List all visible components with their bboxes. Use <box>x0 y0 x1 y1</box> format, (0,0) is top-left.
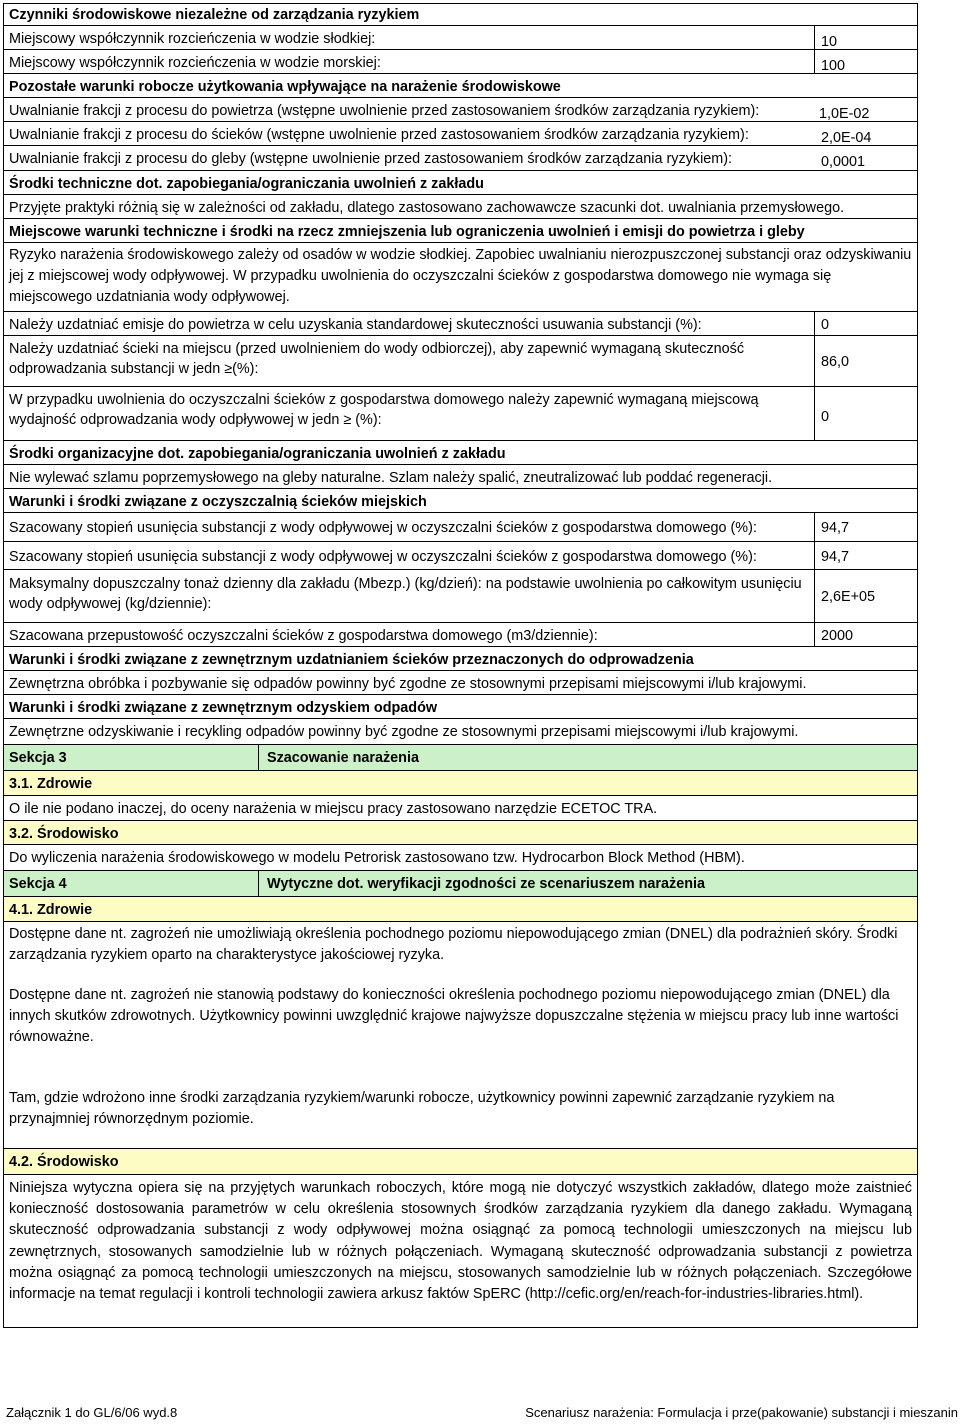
row-label: Uwalnianie frakcji z procesu do gleby (wstępne uwolnienie przed zastosowaniem środków zarządzania ryzykiem): <box>9 151 733 167</box>
row-value: 2000 <box>821 628 854 644</box>
table-row <box>4 845 917 871</box>
row-value-cell <box>814 387 917 440</box>
row-value-cell <box>814 542 917 569</box>
row-label: Szacowany stopień usunięcia substancji z wody odpływowej w oczyszczalni ścieków z gospodarstwa domowego (%): <box>9 549 757 565</box>
row-value: 2,6E+05 <box>821 589 876 605</box>
row-text: Nie wylewać szlamu poprzemysłowego na gleby naturalne. Szlam należy spalić, zneutralizować lub poddać regeneracji. <box>9 470 773 486</box>
table-row <box>4 26 917 50</box>
heading-text: Warunki i środki związane z oczyszczalnią ścieków miejskich <box>9 494 427 510</box>
paragraph: Dostępne dane nt. zagrożeń nie umożliwiają określenia pochodnego poziomu niepowodującego zmian (DNEL) dla podrażnień skóry. Środki zarządzania ryzykiem oparto na charakterystyce jakościowej ryzyka. <box>9 926 898 963</box>
table-row <box>4 542 917 570</box>
section-title: Szacowanie narażenia <box>267 750 419 766</box>
subsection-heading <box>4 897 917 922</box>
row-value-cell <box>814 570 917 622</box>
table-row <box>4 336 917 387</box>
heading-text: 3.1. Zdrowie <box>9 776 93 792</box>
section-heading <box>4 441 917 465</box>
heading-text: Środki techniczne dot. zapobiegania/ograniczania uwolnień z zakładu <box>9 176 484 192</box>
table-row <box>4 195 917 219</box>
table-row <box>4 146 917 171</box>
table-row <box>4 50 917 74</box>
section-heading <box>4 4 917 26</box>
section-heading <box>4 489 917 513</box>
table-row <box>4 243 917 312</box>
row-value-cell <box>814 26 917 49</box>
row-value: 86,0 <box>821 354 850 370</box>
row-text: Przyjęte praktyki różnią się w zależności od zakładu, dlatego zastosowano zachowawcze szacunki dot. uwalniania przemysłowego. <box>9 200 845 216</box>
row-value: 2,0E-04 <box>821 130 872 146</box>
row-value: 1,0E-02 <box>819 106 870 122</box>
section-title: Wytyczne dot. weryfikacji zgodności ze scenariuszem narażenia <box>267 876 706 892</box>
table-row <box>4 513 917 542</box>
section-heading <box>4 219 917 243</box>
document-table <box>3 3 918 1328</box>
table-row <box>4 312 917 336</box>
row-value-cell <box>814 513 917 541</box>
section-heading <box>4 695 917 719</box>
table-row <box>4 719 917 745</box>
row-value: 0 <box>821 409 830 425</box>
table-row <box>4 623 917 647</box>
section-heading <box>4 171 917 195</box>
row-label: Maksymalny dopuszczalny tonaż dzienny dla zakładu (Mbezp.) (kg/dzień): na podstawie uwolnienia po całkowitym usunięciu wody odpływowej (kg/dziennie): <box>9 576 802 612</box>
row-value-cell <box>814 623 917 646</box>
row-value-cell <box>814 312 917 335</box>
health-guidance <box>4 922 917 1149</box>
table-row <box>4 465 917 489</box>
row-value-cell <box>814 146 917 170</box>
subsection-heading <box>4 821 917 845</box>
row-value: 94,7 <box>821 520 850 536</box>
heading-text: 4.1. Zdrowie <box>9 902 93 918</box>
heading-text: Czynniki środowiskowe niezależne od zarządzania ryzykiem <box>9 7 420 23</box>
section-3-header <box>4 745 917 771</box>
row-value-cell <box>814 336 917 386</box>
heading-text: Warunki i środki związane z zewnętrznym odzyskiem odpadów <box>9 700 438 716</box>
subsection-heading <box>4 771 917 796</box>
section-title-cell <box>259 745 917 770</box>
heading-text: 4.2. Środowisko <box>9 1154 119 1170</box>
section-number-cell <box>4 871 259 896</box>
section-heading <box>4 74 917 98</box>
row-value: 0 <box>821 317 830 333</box>
paragraph: Dostępne dane nt. zagrożeń nie stanowią podstawy do konieczności określenia pochodnego poziomu niepowodującego zmian (DNEL) dla innych skutków zdrowotnych. Użytkownicy powinni uwzględnić krajowe najwyższe dopuszczalne stężenia w miejscu pracy lub inne wartości równoważne. <box>9 987 899 1045</box>
table-row <box>4 671 917 695</box>
row-label: Uwalnianie frakcji z procesu do ścieków (wstępne uwolnienie przed zastosowaniem środków zarządzania ryzykiem): <box>9 127 749 143</box>
row-value-cell <box>814 98 917 121</box>
heading-text: Pozostałe warunki robocze użytkowania wpływające na narażenie środowiskowe <box>9 79 561 95</box>
row-text: Zewnętrzna obróbka i pozbywanie się odpadów powinny być zgodne ze stosownymi przepisami miejscowymi i/lub krajowymi. <box>9 676 807 692</box>
row-text: Zewnętrzne odzyskiwanie i recykling odpadów powinny być zgodne ze stosownymi przepisami miejscowymi i/lub krajowymi. <box>9 724 799 740</box>
row-value: 0,0001 <box>821 154 866 170</box>
paragraph: Tam, gdzie wdrożono inne środki zarządzania ryzykiem/warunki robocze, użytkownicy powinni zapewnić zarządzanie ryzykiem na przynajmniej równorzędnym poziomie. <box>9 1090 835 1127</box>
row-label: Szacowana przepustowość oczyszczalni ścieków z gospodarstwa domowego (m3/dziennie): <box>9 628 598 644</box>
table-row <box>4 796 917 821</box>
row-value: 94,7 <box>821 549 850 565</box>
section-number: Sekcja 3 <box>9 750 67 766</box>
row-text: Ryzyko narażenia środowiskowego zależy od osadów w wodzie słodkiej. Zapobiec uwalnianiu nierozpuszczonej substancji oraz odzyskiwaniu jej z miejscowej wody odpływowej. W przypadku uwolnienia do oczyszczalni ścieków z gospodarstwa domowego nie wymaga się miejscowego uzdatniania wody odpływowej. <box>9 247 912 305</box>
subsection-heading <box>4 1149 917 1175</box>
footer-left: Załącznik 1 do GL/6/06 wyd.8 <box>6 1405 178 1420</box>
row-label: Należy uzdatniać ścieki na miejscu (przed uwolnieniem do wody odbiorczej), aby zapewnić wymaganą skuteczność odprowadzania substancji w jedn ≥(%): <box>9 341 745 377</box>
row-label: W przypadku uwolnienia do oczyszczalni ścieków z gospodarstwa domowego należy zapewnić wymaganą miejscową wydajność odprowadzania wody odpływowej w jedn ≥ (%): <box>9 392 759 428</box>
heading-text: 3.2. Środowisko <box>9 826 119 842</box>
row-label: Miejscowy współczynnik rozcieńczenia w wodzie słodkiej: <box>9 31 376 47</box>
row-value-cell <box>814 50 917 73</box>
environment-guidance <box>4 1175 917 1328</box>
row-label: Należy uzdatniać emisje do powietrza w celu uzyskania standardowej skuteczności usuwania substancji (%): <box>9 317 702 333</box>
heading-text: Warunki i środki związane z zewnętrznym uzdatnianiem ścieków przeznaczonych do odprowadzenia <box>9 652 694 668</box>
row-value: 10 <box>821 34 838 50</box>
row-text: O ile nie podano inaczej, do oceny narażenia w miejscu pracy zastosowano narzędzie ECETOC TRA. <box>9 801 658 817</box>
row-label: Szacowany stopień usunięcia substancji z wody odpływowej w oczyszczalni ścieków z gospodarstwa domowego (%): <box>9 520 757 536</box>
row-label: Uwalnianie frakcji z procesu do powietrza (wstępne uwolnienie przed zastosowaniem środków zarządzania ryzykiem): <box>9 103 760 119</box>
section-heading <box>4 647 917 671</box>
row-text: Do wyliczenia narażenia środowiskowego w modelu Petrorisk zastosowano tzw. Hydrocarbon Block Method (HBM). <box>9 850 745 866</box>
section-number: Sekcja 4 <box>9 876 67 892</box>
table-row <box>4 98 917 122</box>
paragraph: Niniejsza wytyczna opiera się na przyjętych warunkach roboczych, które mogą nie dotyczyć wszystkich zakładów, dlatego może zaistnieć konieczność dostosowania parametrów w celu określenia stosownych środków zarządzania ryzykiem dla danego zakładu. Wymaganą skuteczność odprowadzania substancji z wody odpływowej można osiągnąć za pomocą technologii umieszczonych na miejscu lub zewnętrznych, stosowanych samodzielnie lub w różnych połączeniach. Wymaganą skuteczność odprowadzania substancji z powietrza można osiągnąć za pomocą technologii umieszczonych na miejscu, stosowanych samodzielnie lub w różnych połączeniach. Szczegółowe informacje na temat regulacji i kontroli technologii zawiera arkusz faktów SpERC (http://cefic.org/en/reach-for-industries-libraries.html). <box>9 1180 912 1303</box>
table-row <box>4 122 917 146</box>
row-label: Miejscowy współczynnik rozcieńczenia w wodzie morskiej: <box>9 55 381 71</box>
section-4-header <box>4 871 917 897</box>
table-row <box>4 570 917 623</box>
section-number-cell <box>4 745 259 770</box>
row-value: 100 <box>821 58 846 74</box>
heading-text: Środki organizacyjne dot. zapobiegania/ograniczania uwolnień z zakładu <box>9 446 506 462</box>
heading-text: Miejscowe warunki techniczne i środki na rzecz zmniejszenia lub ograniczenia uwolnień i emisji do powietrza i gleby <box>9 224 805 240</box>
table-row <box>4 387 917 441</box>
section-title-cell <box>259 871 917 896</box>
row-value-cell <box>814 122 917 145</box>
footer-right: Scenariusz narażenia: Formulacja i prze(pakowanie) substancji i mieszanin <box>525 1405 958 1420</box>
